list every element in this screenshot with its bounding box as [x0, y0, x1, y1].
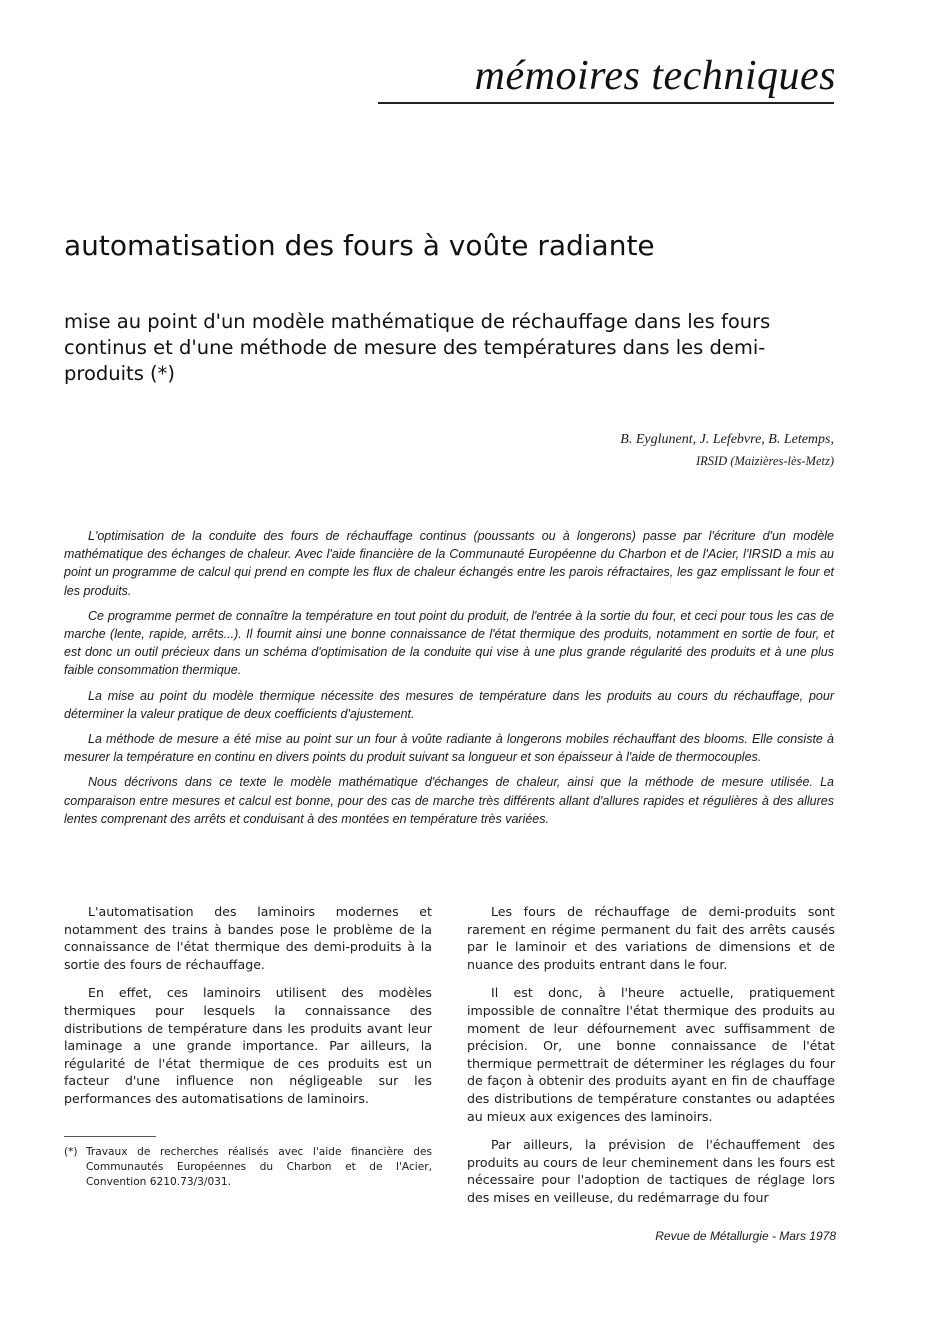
footnote-divider — [64, 1136, 156, 1137]
abstract-paragraph: L'optimisation de la conduite des fours de réchauffage continus (poussants ou à longerons) passe par l'écriture d'un modèle mathématique des échanges de chaleur. Avec l'aide financière de la Communauté Européenne du Charbon et de l'Acier, l'IRSID a mis au point un programme de calcul qui prend en compte les flux de chaleur échangés entre les parois réfractaires, les gaz emplissant le four et les produits. — [64, 529, 834, 598]
abstract-paragraph: Ce programme permet de connaître la température en tout point du produit, de l'entrée à la sortie du four, et ceci pour tous les cas de marche (lente, rapide, arrêts...). Il fournit ainsi une bonne connaissance de l'état thermique des produits, notamment en sortie de four, et est donc un outil précieux dans un schéma d'optimisation de la conduite qui vise à une plus grande régularité des produits et à une plus faible consommation thermique. — [64, 608, 834, 678]
section-heading-rule — [378, 102, 834, 104]
body-paragraph: L'automatisation des laminoirs modernes et notamment des trains à bandes pose le problème de la connaissance de l'état thermique des demi-produits à la sortie des fours de réchauffage. — [64, 904, 432, 972]
body-paragraph: Les fours de réchauffage de demi-produits sont rarement en régime permanent du fait des arrêts causés par le laminoir et des variations de dimensions et de nuance des produits entrant dans le four. — [467, 904, 835, 972]
article-title: automatisation des fours à voûte radiante — [64, 229, 655, 262]
body-column-right — [467, 903, 835, 1218]
footnote — [64, 1145, 432, 1190]
abstract — [64, 527, 834, 835]
author-affiliation: IRSID (Maizières-lès-Metz) — [695, 454, 834, 468]
body-paragraph: Par ailleurs, la prévision de l'échauffement des produits au cours de leur cheminement dans les fours est nécessaire pour l'adoption de tactiques de réglage lors des mises en veilleuse, du redémarrage du four — [467, 1137, 835, 1205]
section-heading: mémoires techniques — [474, 53, 836, 99]
article-subtitle: mise au point d'un modèle mathématique de réchauffage dans les fours continus et d'une méthode de mesure des températures dans les demi-produits (*) — [64, 310, 771, 385]
journal-footer: Revue de Métallurgie - Mars 1978 — [655, 1229, 836, 1243]
body-column-left — [64, 903, 432, 1119]
abstract-paragraph: La mise au point du modèle thermique nécessite des mesures de température dans les produits au cours du réchauffage, pour déterminer la valeur pratique de deux coefficients d'ajustement. — [64, 688, 834, 721]
abstract-paragraph: La méthode de mesure a été mise au point sur un four à voûte radiante à longerons mobiles réchauffant des blooms. Elle consiste à mesurer la température en continu en divers points du produit suivant sa longueur et son épaisseur à l'aide de thermocouples. — [64, 732, 834, 765]
abstract-paragraph: Nous décrivons dans ce texte le modèle mathématique d'échanges de chaleur, ainsi que la méthode de mesure utilisée. La comparaison entre mesures et calcul est bonne, pour des cas de marche très différents allant d'allures rapides et régulières à des allures lentes comprenant des arrêts et conduisant à des montées en température très variées. — [64, 775, 834, 826]
author-list: B. Eyglunent, J. Lefebvre, B. Letemps, — [620, 432, 834, 447]
footnote-mark: (*) — [64, 1146, 78, 1158]
footnote-text: Travaux de recherches réalisés avec l'aide financière des Communautés Européennes du Charbon et de l'Acier, Convention 6210.73/3/031. — [86, 1146, 432, 1188]
body-paragraph: Il est donc, à l'heure actuelle, pratiquement impossible de connaître l'état thermique des produits au moment de leur défournement avec suffisamment de précision. Or, une bonne connaissance de l'état thermique permettrait de déterminer les réglages du four de façon à obtenir des produits ayant en fin de chauffage des distributions de température constantes ou adaptées au mieux aux exigences des laminoirs. — [467, 985, 835, 1124]
body-paragraph: En effet, ces laminoirs utilisent des modèles thermiques pour lesquels la connaissance des distributions de température dans les produits avant leur laminage a une grande importance. Par ailleurs, la régularité de l'état thermique de ces produits est un facteur d'une influence non négligeable sur les performances des automatisations de laminoirs. — [64, 985, 432, 1106]
